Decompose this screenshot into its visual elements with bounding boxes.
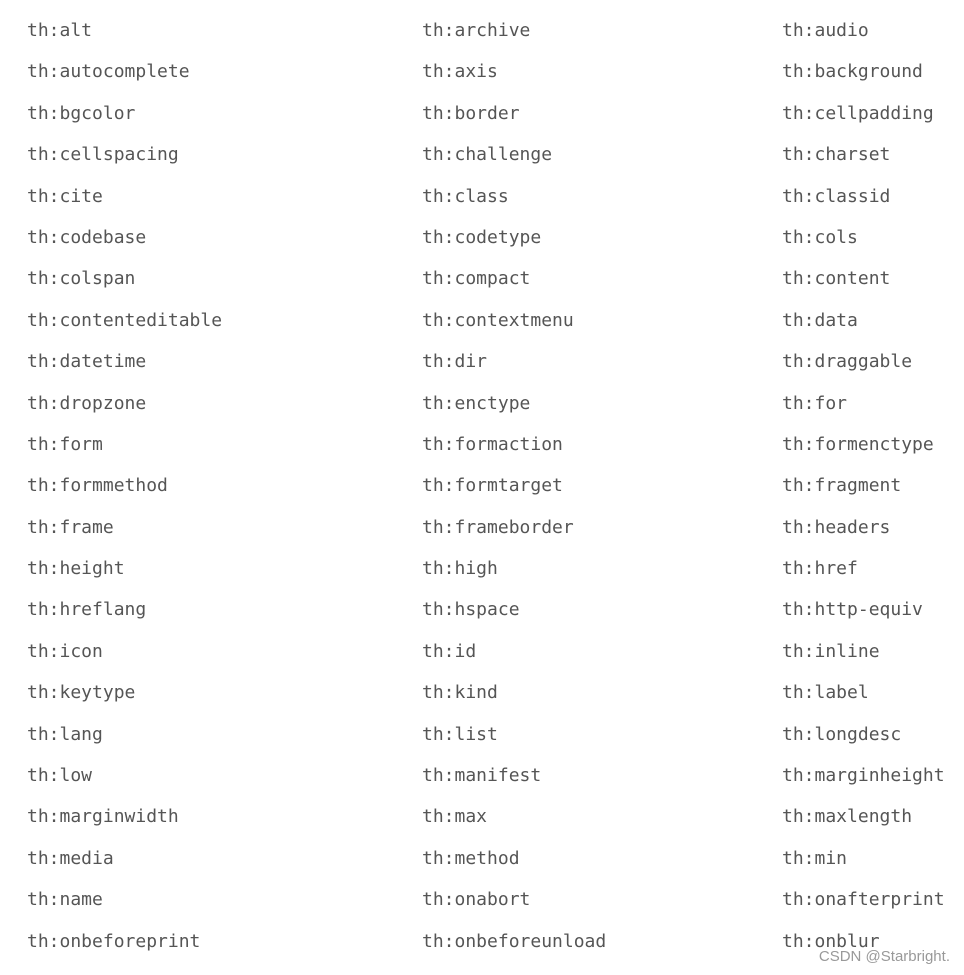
attribute-row: [0, 10, 964, 51]
attribute-cell: th:autocomplete: [27, 61, 190, 83]
attribute-row: [0, 755, 964, 796]
attribute-cell: th:audio: [782, 20, 869, 41]
attribute-cell: th:min: [782, 847, 848, 869]
attribute-cell: th:frameborder: [422, 516, 574, 538]
attribute-cell: th:background: [782, 61, 923, 83]
attribute-cell: th:draggable: [782, 351, 913, 373]
attribute-cell: th:formenctype: [782, 433, 934, 455]
attribute-row: [0, 134, 964, 175]
attribute-cell: th:low: [27, 765, 93, 787]
attribute-cell: th:method: [422, 847, 520, 869]
attribute-cell: th:high: [422, 558, 498, 580]
attribute-cell: th:class: [422, 185, 509, 207]
attribute-cell: th:lang: [27, 723, 103, 745]
attribute-cell: th:for: [782, 392, 848, 414]
attribute-cell: th:datetime: [27, 351, 147, 373]
attribute-cell: th:marginwidth: [27, 806, 179, 828]
attribute-cell: th:contenteditable: [27, 309, 223, 331]
attribute-cell: th:maxlength: [782, 806, 913, 828]
attribute-cell: th:manifest: [422, 765, 542, 787]
attribute-cell: th:onbeforeprint: [27, 930, 201, 952]
attribute-cell: th:onblur: [782, 930, 880, 952]
attribute-cell: th:hreflang: [27, 599, 147, 621]
attribute-cell: th:cellspacing: [27, 144, 179, 166]
attribute-cell: th:dropzone: [27, 392, 147, 414]
attribute-row: [0, 51, 964, 92]
attribute-cell: th:label: [782, 682, 869, 704]
attribute-row: [0, 672, 964, 713]
attribute-row: [0, 631, 964, 672]
attribute-cell: th:headers: [782, 516, 891, 538]
attribute-cell: th:codebase: [27, 226, 147, 248]
attribute-cell: th:bgcolor: [27, 102, 136, 124]
attribute-cell: th:marginheight: [782, 765, 945, 787]
attribute-row: [0, 176, 964, 217]
attribute-row: [0, 589, 964, 630]
attribute-row: [0, 796, 964, 837]
attribute-cell: th:cols: [782, 226, 858, 248]
attribute-cell: th:http-equiv: [782, 599, 923, 621]
attribute-cell: th:media: [27, 847, 114, 869]
attribute-cell: th:keytype: [27, 682, 136, 704]
attribute-cell: th:data: [782, 309, 858, 331]
attribute-cell: th:contextmenu: [422, 309, 574, 331]
attribute-row: [0, 424, 964, 465]
attribute-row: [0, 383, 964, 424]
watermark: CSDN @Starbright.: [818, 948, 950, 965]
attribute-cell: th:alt: [27, 20, 93, 41]
attribute-cell: th:id: [422, 640, 477, 662]
attribute-cell: th:name: [27, 889, 103, 911]
attribute-cell: th:cite: [27, 185, 103, 207]
attribute-cell: th:classid: [782, 185, 891, 207]
attribute-cell: th:dir: [422, 351, 488, 373]
attribute-row: [0, 300, 964, 341]
attribute-row: [0, 465, 964, 506]
attribute-table: [0, 10, 964, 962]
attribute-cell: th:archive: [422, 20, 531, 41]
attribute-row: [0, 341, 964, 382]
attribute-cell: th:compact: [422, 268, 531, 290]
attribute-row: [0, 258, 964, 299]
attribute-row: [0, 93, 964, 134]
attribute-cell: th:kind: [422, 682, 498, 704]
attribute-row: [0, 507, 964, 548]
attribute-cell: th:icon: [27, 640, 103, 662]
attribute-row: [0, 838, 964, 879]
attribute-cell: th:formtarget: [422, 475, 563, 497]
attribute-cell: th:charset: [782, 144, 891, 166]
attribute-cell: th:fragment: [782, 475, 902, 497]
attribute-cell: th:href: [782, 558, 858, 580]
attribute-cell: th:colspan: [27, 268, 136, 290]
attribute-cell: th:max: [422, 806, 488, 828]
attribute-cell: th:cellpadding: [782, 102, 934, 124]
attribute-cell: th:longdesc: [782, 723, 902, 745]
attribute-row: [0, 879, 964, 920]
attribute-cell: th:onabort: [422, 889, 531, 911]
attribute-cell: th:codetype: [422, 226, 542, 248]
attribute-cell: th:axis: [422, 61, 498, 83]
attribute-cell: th:challenge: [422, 144, 553, 166]
attribute-cell: th:content: [782, 268, 891, 290]
attribute-cell: th:enctype: [422, 392, 531, 414]
attribute-cell: th:inline: [782, 640, 880, 662]
attribute-cell: th:frame: [27, 516, 114, 538]
attribute-row: [0, 548, 964, 589]
attribute-row: [0, 714, 964, 755]
attribute-cell: th:onafterprint: [782, 889, 945, 911]
attribute-cell: th:list: [422, 723, 498, 745]
attribute-cell: th:border: [422, 102, 520, 124]
attribute-row: [0, 217, 964, 258]
attribute-cell: th:onbeforeunload: [422, 930, 607, 952]
attribute-cell: th:form: [27, 433, 103, 455]
attribute-cell: th:hspace: [422, 599, 520, 621]
attribute-cell: th:formaction: [422, 433, 563, 455]
attribute-cell: th:formmethod: [27, 475, 168, 497]
attribute-cell: th:height: [27, 558, 125, 580]
